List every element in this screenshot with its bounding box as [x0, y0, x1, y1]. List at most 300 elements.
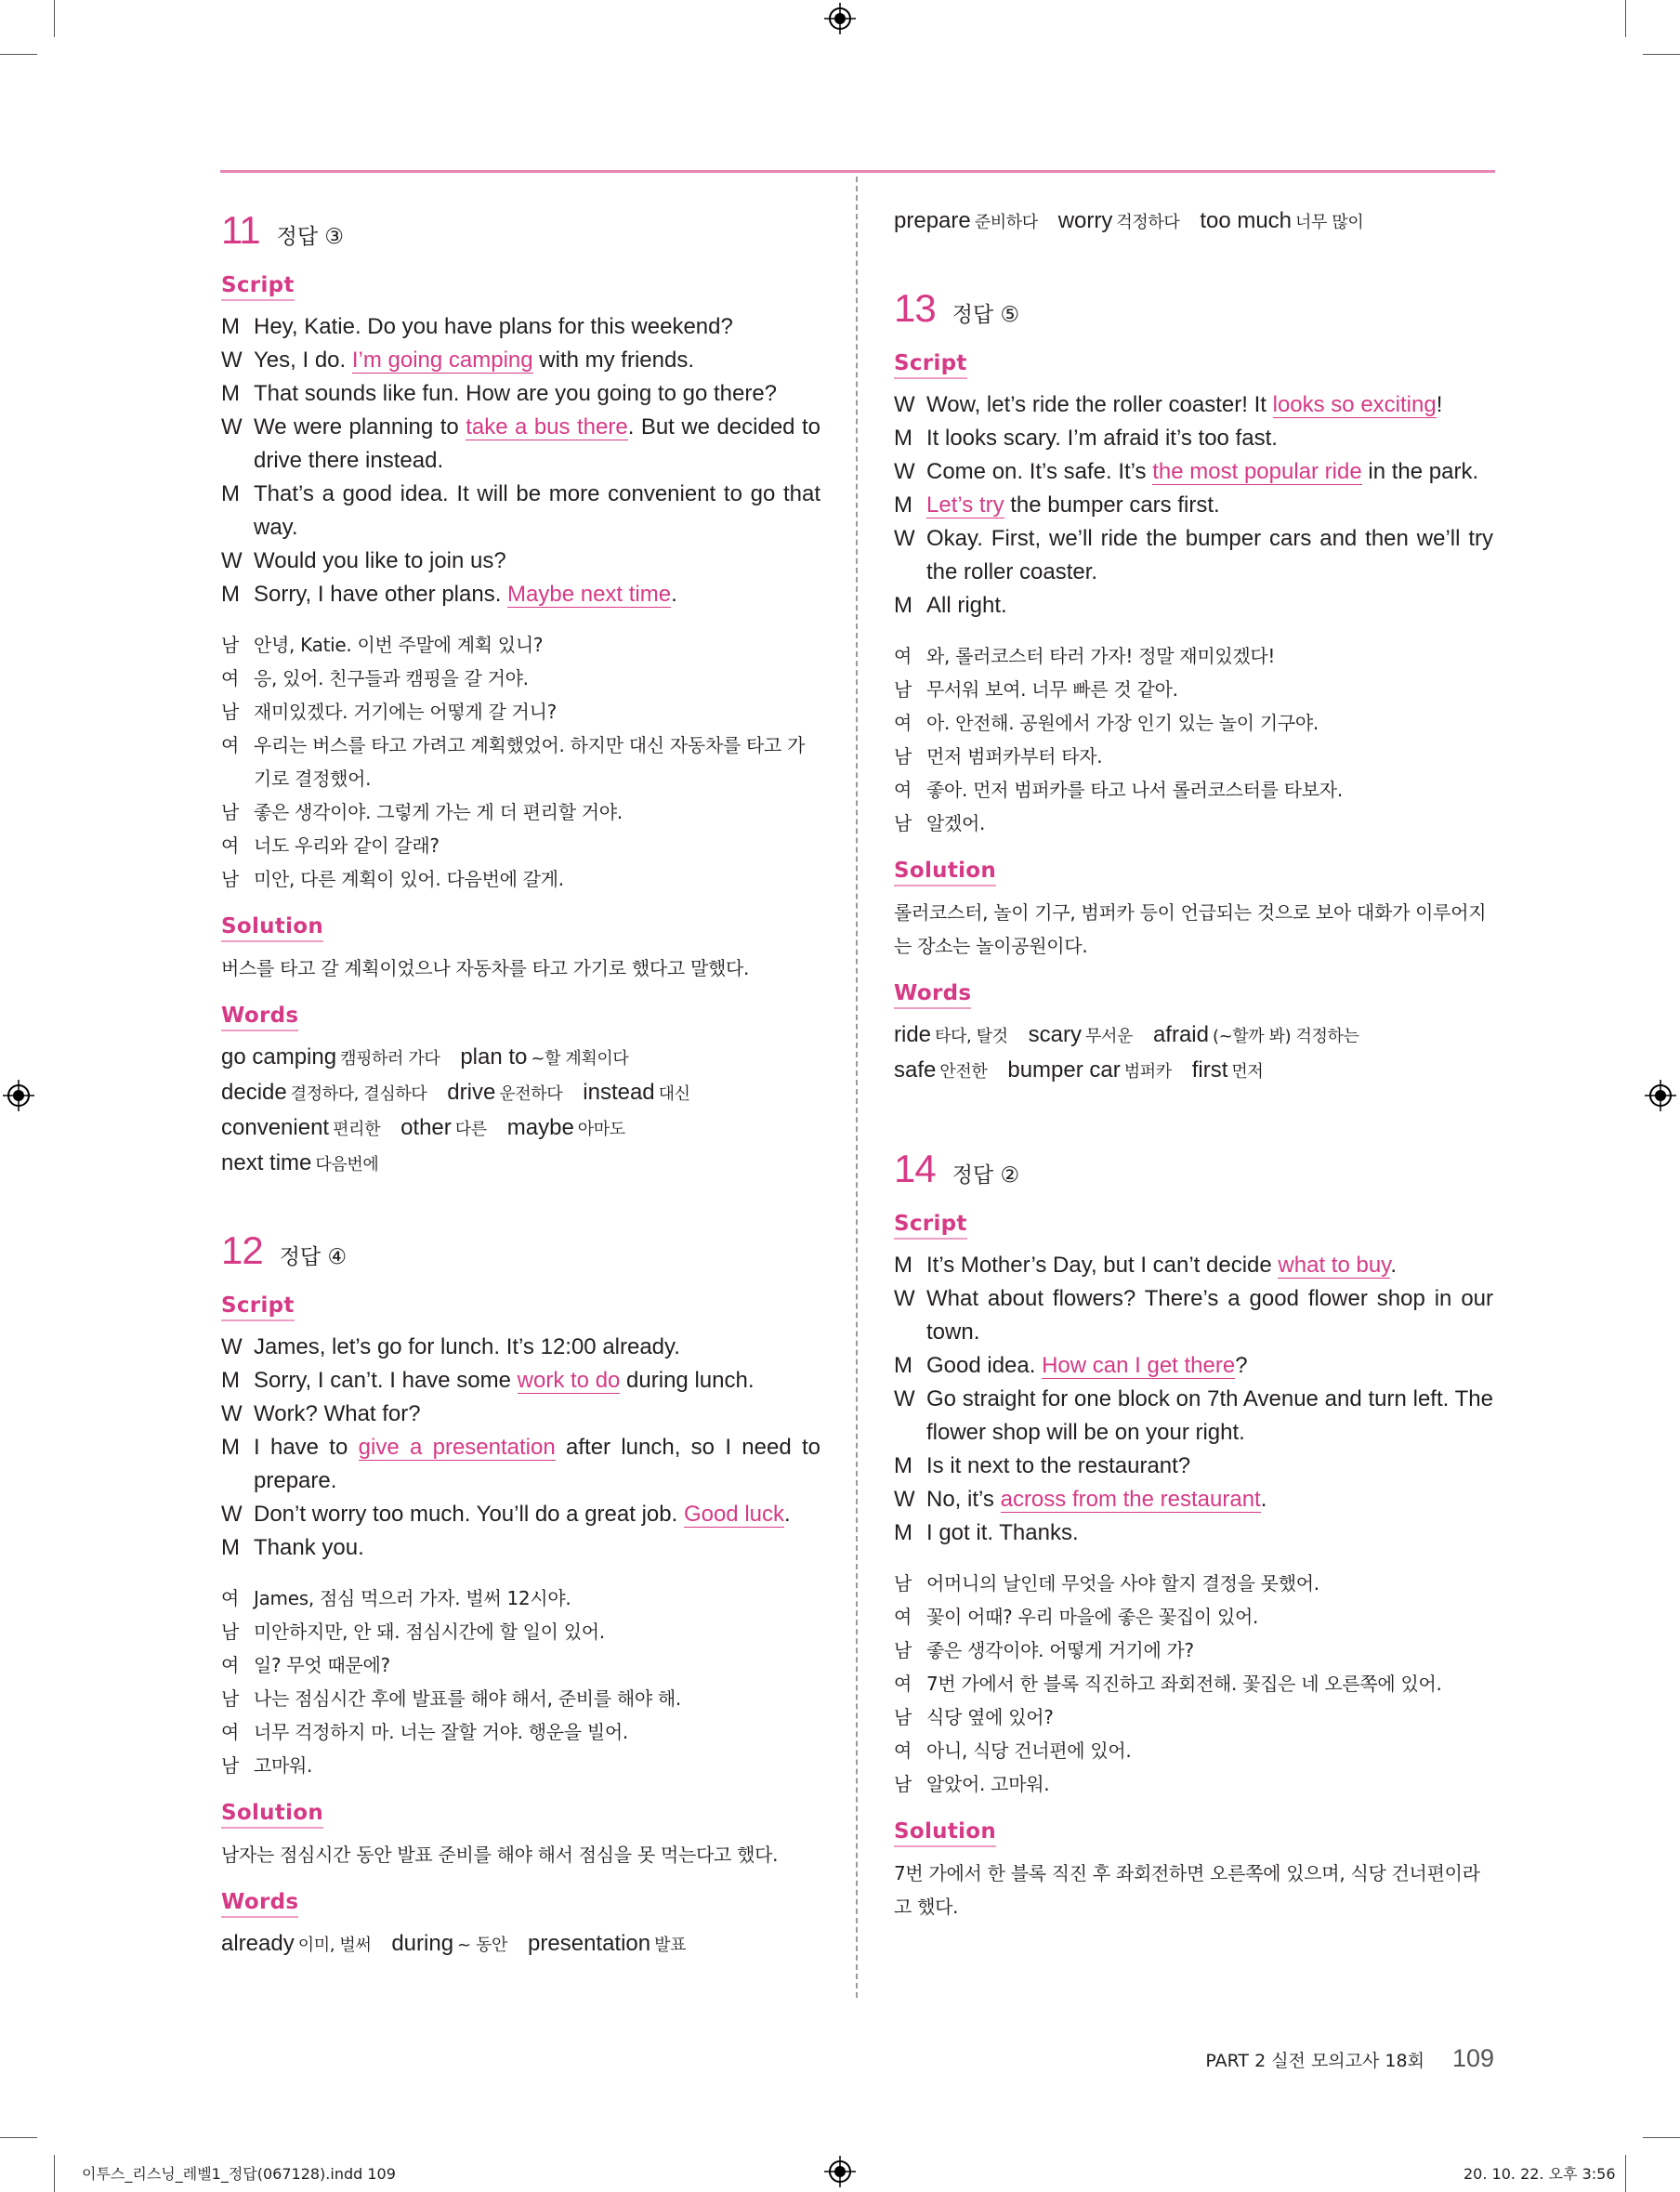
script-text [254, 1431, 820, 1498]
translation-line [894, 673, 1493, 706]
vocab-word: convenient [221, 1115, 330, 1140]
vocab-word: maybe [506, 1115, 574, 1140]
text-run: Would you like to join us? [254, 548, 506, 573]
vocab-meaning: 아마도 [577, 1120, 625, 1139]
script-line [221, 377, 820, 411]
translation-line [894, 639, 1493, 673]
vocab-meaning: 편리한 [333, 1120, 381, 1139]
speaker-label: 여 [894, 712, 912, 734]
script-line [894, 1516, 1493, 1550]
part-label: PART 2 실전 모의고사 18회 [1205, 2051, 1424, 2071]
speaker-label: W [894, 459, 915, 484]
text-run: during lunch. [620, 1368, 755, 1393]
speaker-label: M [221, 1435, 240, 1460]
translation-line [221, 862, 820, 896]
script-text [254, 478, 820, 545]
script-text [254, 1398, 820, 1431]
translation-line [221, 1682, 820, 1715]
script-text [254, 1364, 820, 1398]
translation-text: 너도 우리와 같이 갈래? [254, 834, 440, 857]
translation-text: 식당 옆에 있어? [926, 1706, 1054, 1728]
speaker-label: 여 [221, 1587, 240, 1609]
words-list-continued [894, 204, 1493, 240]
text-run: I have to [254, 1435, 359, 1460]
registration-mark-icon [824, 3, 856, 34]
text-run: Don’t worry too much. You’ll do a great job. [254, 1502, 684, 1527]
translation-text: 재미있겠다. 거기에는 어떻게 갈 거니? [254, 701, 557, 723]
question-12 [221, 1228, 820, 1962]
translation-text: 먼저 범퍼카부터 타자. [926, 745, 1103, 768]
speaker-label: 여 [221, 734, 240, 756]
vocab-word: next time [221, 1150, 312, 1175]
highlighted-phrase: looks so exciting [1272, 392, 1437, 417]
vocab-word: other [400, 1115, 452, 1140]
vocab-word: instead [583, 1080, 655, 1105]
translation-text: 미안, 다른 계획이 있어. 다음번에 갈게. [254, 868, 564, 890]
script-line [221, 545, 820, 578]
script-body [221, 310, 820, 611]
vocab-meaning: 타다, 탈것 [935, 1027, 1008, 1046]
vocab-word: worry [1057, 208, 1113, 233]
text-run: James, let’s go for lunch. It’s 12:00 already. [254, 1334, 680, 1359]
vocab-word: plan to [460, 1044, 528, 1070]
highlighted-phrase: How can I get there [1042, 1353, 1236, 1378]
speaker-label: 여 [221, 1721, 240, 1743]
vocab-meaning: 대신 [658, 1084, 690, 1104]
text-run: with my friends. [532, 348, 695, 373]
speaker-label: 남 [894, 812, 912, 834]
translation-line [894, 1634, 1493, 1667]
script-text [926, 589, 1493, 623]
speaker-label: M [894, 492, 912, 518]
column-divider [856, 177, 858, 1998]
script-text [926, 1516, 1493, 1550]
script-text [926, 1383, 1493, 1450]
question-number: 11 [221, 208, 260, 252]
text-run: . But we decided to drive there instead. [254, 414, 820, 473]
text-run: . [671, 582, 677, 607]
translation-line [894, 1567, 1493, 1600]
translation-text: 7번 가에서 한 블록 직진하고 좌회전해. 꽃집은 네 오른쪽에 있어. [926, 1673, 1442, 1695]
speaker-label: 여 [894, 779, 912, 801]
speaker-label: W [221, 1502, 243, 1527]
crop-mark [54, 0, 55, 37]
vocab-meaning: 다른 [454, 1120, 487, 1139]
vocab-word: safe [894, 1057, 937, 1083]
vocab-word: go camping [221, 1044, 337, 1070]
translation-text: 미안하지만, 안 돼. 점심시간에 할 일이 있어. [254, 1621, 605, 1643]
word-row [894, 1054, 1493, 1089]
text-run: Thank you. [254, 1535, 364, 1560]
top-rule [220, 170, 1495, 173]
speaker-label: 남 [894, 678, 912, 701]
translation-text: 좋은 생각이야. 어떻게 거기에 가? [926, 1639, 1194, 1661]
speaker-label: 남 [894, 1639, 912, 1661]
vocab-meaning: 발표 [654, 1936, 687, 1955]
vocab-meaning: 결정하다, 결심하다 [290, 1084, 427, 1104]
registration-mark-icon [1645, 1080, 1676, 1111]
crop-mark [1643, 2137, 1680, 2138]
speaker-label: M [221, 381, 240, 406]
highlighted-phrase: take a bus there [466, 414, 628, 440]
script-text [254, 545, 820, 578]
translation-line [221, 795, 820, 829]
speaker-label: M [221, 481, 240, 506]
speaker-label: 남 [894, 1572, 912, 1595]
script-line [894, 1282, 1493, 1349]
speaker-label: 남 [894, 1706, 912, 1728]
script-title: Script [221, 1293, 295, 1321]
vocab-word: during [391, 1931, 454, 1956]
vocab-meaning: 준비하다 [974, 213, 1038, 232]
script-line [894, 1349, 1493, 1383]
speaker-label: 여 [221, 1654, 240, 1676]
speaker-label: M [221, 582, 240, 607]
script-text [254, 1498, 820, 1531]
word-row [894, 1018, 1493, 1054]
translation-line [221, 829, 820, 862]
vocab-meaning: 운전하다 [499, 1084, 563, 1104]
text-run: the bumper cars first. [1004, 492, 1220, 518]
speaker-label: W [221, 548, 243, 573]
speaker-label: W [221, 414, 243, 440]
translation-line [221, 1615, 820, 1648]
script-line [894, 1249, 1493, 1282]
script-text [254, 1531, 820, 1565]
speaker-label: 여 [894, 1673, 912, 1695]
vocab-word: ride [894, 1022, 932, 1047]
script-text [926, 489, 1493, 522]
text-run: Come on. It’s safe. It’s [926, 459, 1153, 484]
crop-mark [1643, 54, 1680, 55]
script-text [254, 344, 820, 377]
vocab-word: bumper car [1007, 1057, 1121, 1083]
translation-body [221, 1582, 820, 1782]
solution-text: 남자는 점심시간 동안 발표 준비를 해야 해서 점심을 못 먹는다고 했다. [221, 1844, 779, 1866]
highlighted-phrase: across from the restaurant [1000, 1487, 1261, 1512]
translation-line [894, 807, 1493, 840]
highlighted-phrase: what to buy [1278, 1253, 1391, 1278]
highlighted-phrase: give a presentation [358, 1435, 556, 1460]
translation-line [221, 662, 820, 695]
highlighted-phrase: Maybe next time [507, 582, 672, 607]
text-run: after lunch, so I need to prepare. [254, 1435, 821, 1493]
vocab-word: afraid [1152, 1022, 1209, 1047]
translation-line [894, 1767, 1493, 1801]
script-body [894, 1249, 1493, 1550]
speaker-label: 남 [221, 1754, 240, 1777]
translation-text: 안녕, Katie. 이번 주말에 계획 있니? [254, 634, 544, 656]
translation-text: 응, 있어. 친구들과 캠핑을 갈 거야. [254, 667, 529, 689]
text-run: It’s Mother’s Day, but I can’t decide [926, 1253, 1279, 1278]
script-text [926, 1249, 1493, 1282]
speaker-label: M [894, 1353, 912, 1378]
highlighted-phrase: I’m going camping [351, 348, 533, 373]
translation-text: 알겠어. [926, 812, 986, 834]
translation-body [221, 628, 820, 896]
words-title: Words [221, 1890, 298, 1918]
script-line [894, 1483, 1493, 1516]
word-row [221, 1076, 820, 1111]
vocab-word: prepare [894, 208, 971, 233]
vocab-meaning: 이미, 벌써 [297, 1936, 372, 1955]
speaker-label: 남 [221, 801, 240, 823]
speaker-label: 남 [221, 868, 240, 890]
speaker-label: W [221, 1401, 243, 1426]
speaker-label: W [894, 526, 915, 551]
translation-text: 좋은 생각이야. 그렇게 가는 게 더 편리할 거야. [254, 801, 623, 823]
text-run: Good idea. [926, 1353, 1043, 1378]
words-list [894, 1018, 1493, 1089]
speaker-label: M [894, 1453, 912, 1478]
script-text [926, 455, 1493, 489]
solution-text: 버스를 타고 갈 계획이었으나 자동차를 타고 가기로 했다고 말했다. [221, 957, 750, 979]
speaker-label: W [894, 392, 915, 417]
question-number: 12 [221, 1228, 263, 1272]
script-text [926, 422, 1493, 455]
script-text [926, 1450, 1493, 1483]
script-line [221, 1331, 820, 1364]
translation-text: 나는 점심시간 후에 발표를 해야 해서, 준비를 해야 해. [254, 1687, 681, 1710]
script-text [254, 411, 820, 478]
speaker-label: M [894, 426, 912, 451]
vocab-word: already [221, 1931, 295, 1956]
text-run: Is it next to the restaurant? [926, 1453, 1191, 1478]
script-line [221, 1498, 820, 1531]
speaker-label: 여 [894, 1606, 912, 1628]
script-line [894, 522, 1493, 589]
vocab-meaning: ~ 동안 [457, 1936, 508, 1955]
text-run: Hey, Katie. Do you have plans for this weekend? [254, 314, 733, 339]
vocab-word: decide [221, 1080, 287, 1105]
speaker-label: 남 [221, 701, 240, 723]
date-slug: 20. 10. 22. 오후 3:56 [1463, 2165, 1616, 2183]
vocab-meaning: 다음번에 [315, 1155, 379, 1175]
file-slug: 이투스_리스닝_레벨1_정답(067128).indd 109 [82, 2165, 396, 2183]
text-run: I got it. Thanks. [926, 1520, 1079, 1545]
translation-line [221, 1648, 820, 1682]
speaker-label: M [221, 1368, 240, 1393]
translation-line [894, 773, 1493, 807]
question-header [894, 1147, 1493, 1199]
script-line [221, 578, 820, 611]
translation-line [221, 728, 820, 795]
word-row [221, 1927, 820, 1962]
crop-mark [0, 2137, 37, 2138]
vocab-word: drive [447, 1080, 496, 1105]
speaker-label: 여 [221, 667, 240, 689]
registration-mark-icon [824, 2156, 856, 2187]
translation-line [221, 1715, 820, 1749]
highlighted-phrase: Good luck [683, 1502, 784, 1527]
speaker-label: M [894, 1520, 912, 1545]
speaker-label: W [894, 1487, 915, 1512]
solution-title: Solution [894, 1819, 996, 1847]
text-run: That sounds like fun. How are you going to go there? [254, 381, 778, 406]
script-text [926, 388, 1493, 422]
script-line [221, 1398, 820, 1431]
script-line [221, 1531, 820, 1565]
question-header [221, 208, 820, 260]
solution-title: Solution [221, 914, 323, 942]
translation-text: 일? 무엇 때문에? [254, 1654, 390, 1676]
speaker-label: W [894, 1386, 915, 1411]
word-row [221, 1041, 820, 1076]
speaker-label: M [894, 1253, 912, 1278]
words-title: Words [221, 1004, 298, 1031]
speaker-label: 남 [221, 634, 240, 656]
question-number: 14 [894, 1147, 936, 1190]
crop-mark [54, 2155, 55, 2192]
translation-line [221, 695, 820, 728]
question-header [221, 1228, 820, 1280]
page-number: 109 [1451, 2044, 1494, 2072]
script-line [894, 589, 1493, 623]
vocab-meaning: 범퍼카 [1123, 1062, 1172, 1082]
word-row [221, 1147, 820, 1182]
script-body [221, 1331, 820, 1565]
script-line [894, 1383, 1493, 1450]
script-line [221, 411, 820, 478]
script-title: Script [894, 1212, 967, 1240]
text-run: Wow, let’s ride the roller coaster! It [926, 392, 1273, 417]
speaker-label: 남 [894, 1773, 912, 1795]
translation-text: 와, 롤러코스터 타러 가자! 정말 재미있겠다! [926, 645, 1276, 667]
script-text [254, 310, 820, 344]
speaker-label: M [221, 1535, 240, 1560]
script-text [926, 1349, 1493, 1383]
highlighted-phrase: work to do [517, 1368, 621, 1393]
translation-line [894, 1700, 1493, 1734]
crop-mark [0, 54, 37, 55]
vocab-word: scary [1028, 1022, 1082, 1047]
translation-line [894, 706, 1493, 740]
translation-text: 아. 안전해. 공원에서 가장 인기 있는 놀이 기구야. [926, 712, 1319, 734]
highlighted-phrase: Let’s try [926, 492, 1004, 518]
page-footer [1205, 2044, 1494, 2073]
script-line [894, 455, 1493, 489]
answer-label: 정답 ⑤ [952, 303, 1020, 327]
words-title: Words [894, 981, 971, 1009]
translation-line [894, 1734, 1493, 1767]
speaker-label: 여 [221, 834, 240, 857]
translation-text: 무서워 보여. 너무 빠른 것 같아. [926, 678, 1178, 701]
left-column [221, 195, 820, 1962]
script-text [926, 1483, 1493, 1516]
speaker-label: M [894, 593, 912, 618]
solution-text: 7번 가에서 한 블록 직진 후 좌회전하면 오른쪽에 있으며, 식당 건너편이라고 했다. [894, 1862, 1480, 1918]
script-line [221, 310, 820, 344]
script-text [926, 1282, 1493, 1349]
script-line [894, 1450, 1493, 1483]
word-row [894, 204, 1493, 240]
translation-line [221, 628, 820, 662]
script-text [926, 522, 1493, 589]
vocab-word: first [1191, 1057, 1228, 1083]
text-run: ? [1235, 1353, 1248, 1378]
solution-text: 롤러코스터, 놀이 기구, 범퍼카 등이 언급되는 것으로 보아 대화가 이루어지는 장소는 놀이공원이다. [894, 901, 1487, 957]
text-run: Yes, I do. [254, 348, 352, 373]
script-line [894, 422, 1493, 455]
translation-text: 너무 걱정하지 마. 너는 잘할 거야. 행운을 빌어. [254, 1721, 628, 1743]
translation-line [894, 1600, 1493, 1634]
script-line [894, 489, 1493, 522]
script-line [221, 1431, 820, 1498]
crop-mark [1625, 2155, 1626, 2192]
vocab-meaning: 먼저 [1231, 1062, 1264, 1082]
text-run: . [1260, 1487, 1267, 1512]
vocab-meaning: 안전한 [939, 1062, 988, 1082]
script-line [894, 388, 1493, 422]
speaker-label: 여 [894, 1739, 912, 1762]
translation-text: James, 점심 먹으러 가자. 벌써 12시야. [254, 1587, 571, 1609]
answer-label: 정답 ② [952, 1163, 1020, 1188]
answer-label: 정답 ③ [276, 225, 344, 249]
vocab-meaning: 캠핑하러 가다 [340, 1049, 440, 1069]
translation-line [221, 1582, 820, 1615]
translation-text: 우리는 버스를 타고 가려고 계획했었어. 하지만 대신 자동차를 타고 가기로 결정했어. [254, 734, 806, 790]
speaker-label: 여 [894, 645, 912, 667]
speaker-label: 남 [221, 1687, 240, 1710]
question-number: 13 [894, 286, 936, 330]
translation-text: 좋아. 먼저 범퍼카를 타고 나서 롤러코스터를 타보자. [926, 779, 1343, 801]
word-row [221, 1111, 820, 1147]
translation-text: 아니, 식당 건너편에 있어. [926, 1739, 1132, 1762]
speaker-label: W [894, 1286, 915, 1311]
question-11 [221, 208, 820, 1182]
text-run: All right. [926, 593, 1007, 618]
script-text [254, 578, 820, 611]
text-run: . [1390, 1253, 1398, 1278]
vocab-word: too much [1200, 208, 1293, 233]
right-column [894, 195, 1493, 1923]
text-run: We were planning to [254, 414, 466, 440]
translation-line [894, 1667, 1493, 1700]
text-run: It looks scary. I’m afraid it’s too fast. [926, 426, 1278, 451]
solution-title: Solution [221, 1801, 323, 1829]
translation-text: 어머니의 날인데 무엇을 사야 할지 결정을 못했어. [926, 1572, 1319, 1595]
vocab-word: presentation [528, 1931, 651, 1956]
words-list [221, 1927, 820, 1962]
speaker-label: W [221, 1334, 243, 1359]
crop-mark [1625, 0, 1626, 37]
text-run: Sorry, I have other plans. [254, 582, 508, 607]
question-13 [894, 286, 1493, 1089]
vocab-meaning: (~할까 봐) 걱정하는 [1213, 1027, 1359, 1046]
answer-label: 정답 ④ [279, 1245, 348, 1269]
script-text [254, 1331, 820, 1364]
vocab-meaning: 걱정하다 [1116, 213, 1180, 232]
question-header [894, 286, 1493, 338]
text-run: . [784, 1502, 791, 1527]
script-line [221, 1364, 820, 1398]
translation-line [221, 1749, 820, 1782]
highlighted-phrase: the most popular ride [1152, 459, 1362, 484]
speaker-label: W [221, 348, 243, 373]
text-run: in the park. [1361, 459, 1479, 484]
vocab-meaning: 무서운 [1084, 1027, 1133, 1046]
translation-body [894, 639, 1493, 840]
text-run: Work? What for? [254, 1401, 421, 1426]
text-run: ! [1436, 392, 1443, 417]
script-text [254, 377, 820, 411]
text-run: What about flowers? There’s a good flower shop in our town. [926, 1286, 1493, 1345]
translation-body [894, 1567, 1493, 1801]
words-list [221, 1041, 820, 1182]
text-run: Sorry, I can’t. I have some [254, 1368, 518, 1393]
speaker-label: 남 [894, 745, 912, 768]
script-title: Script [894, 351, 967, 379]
